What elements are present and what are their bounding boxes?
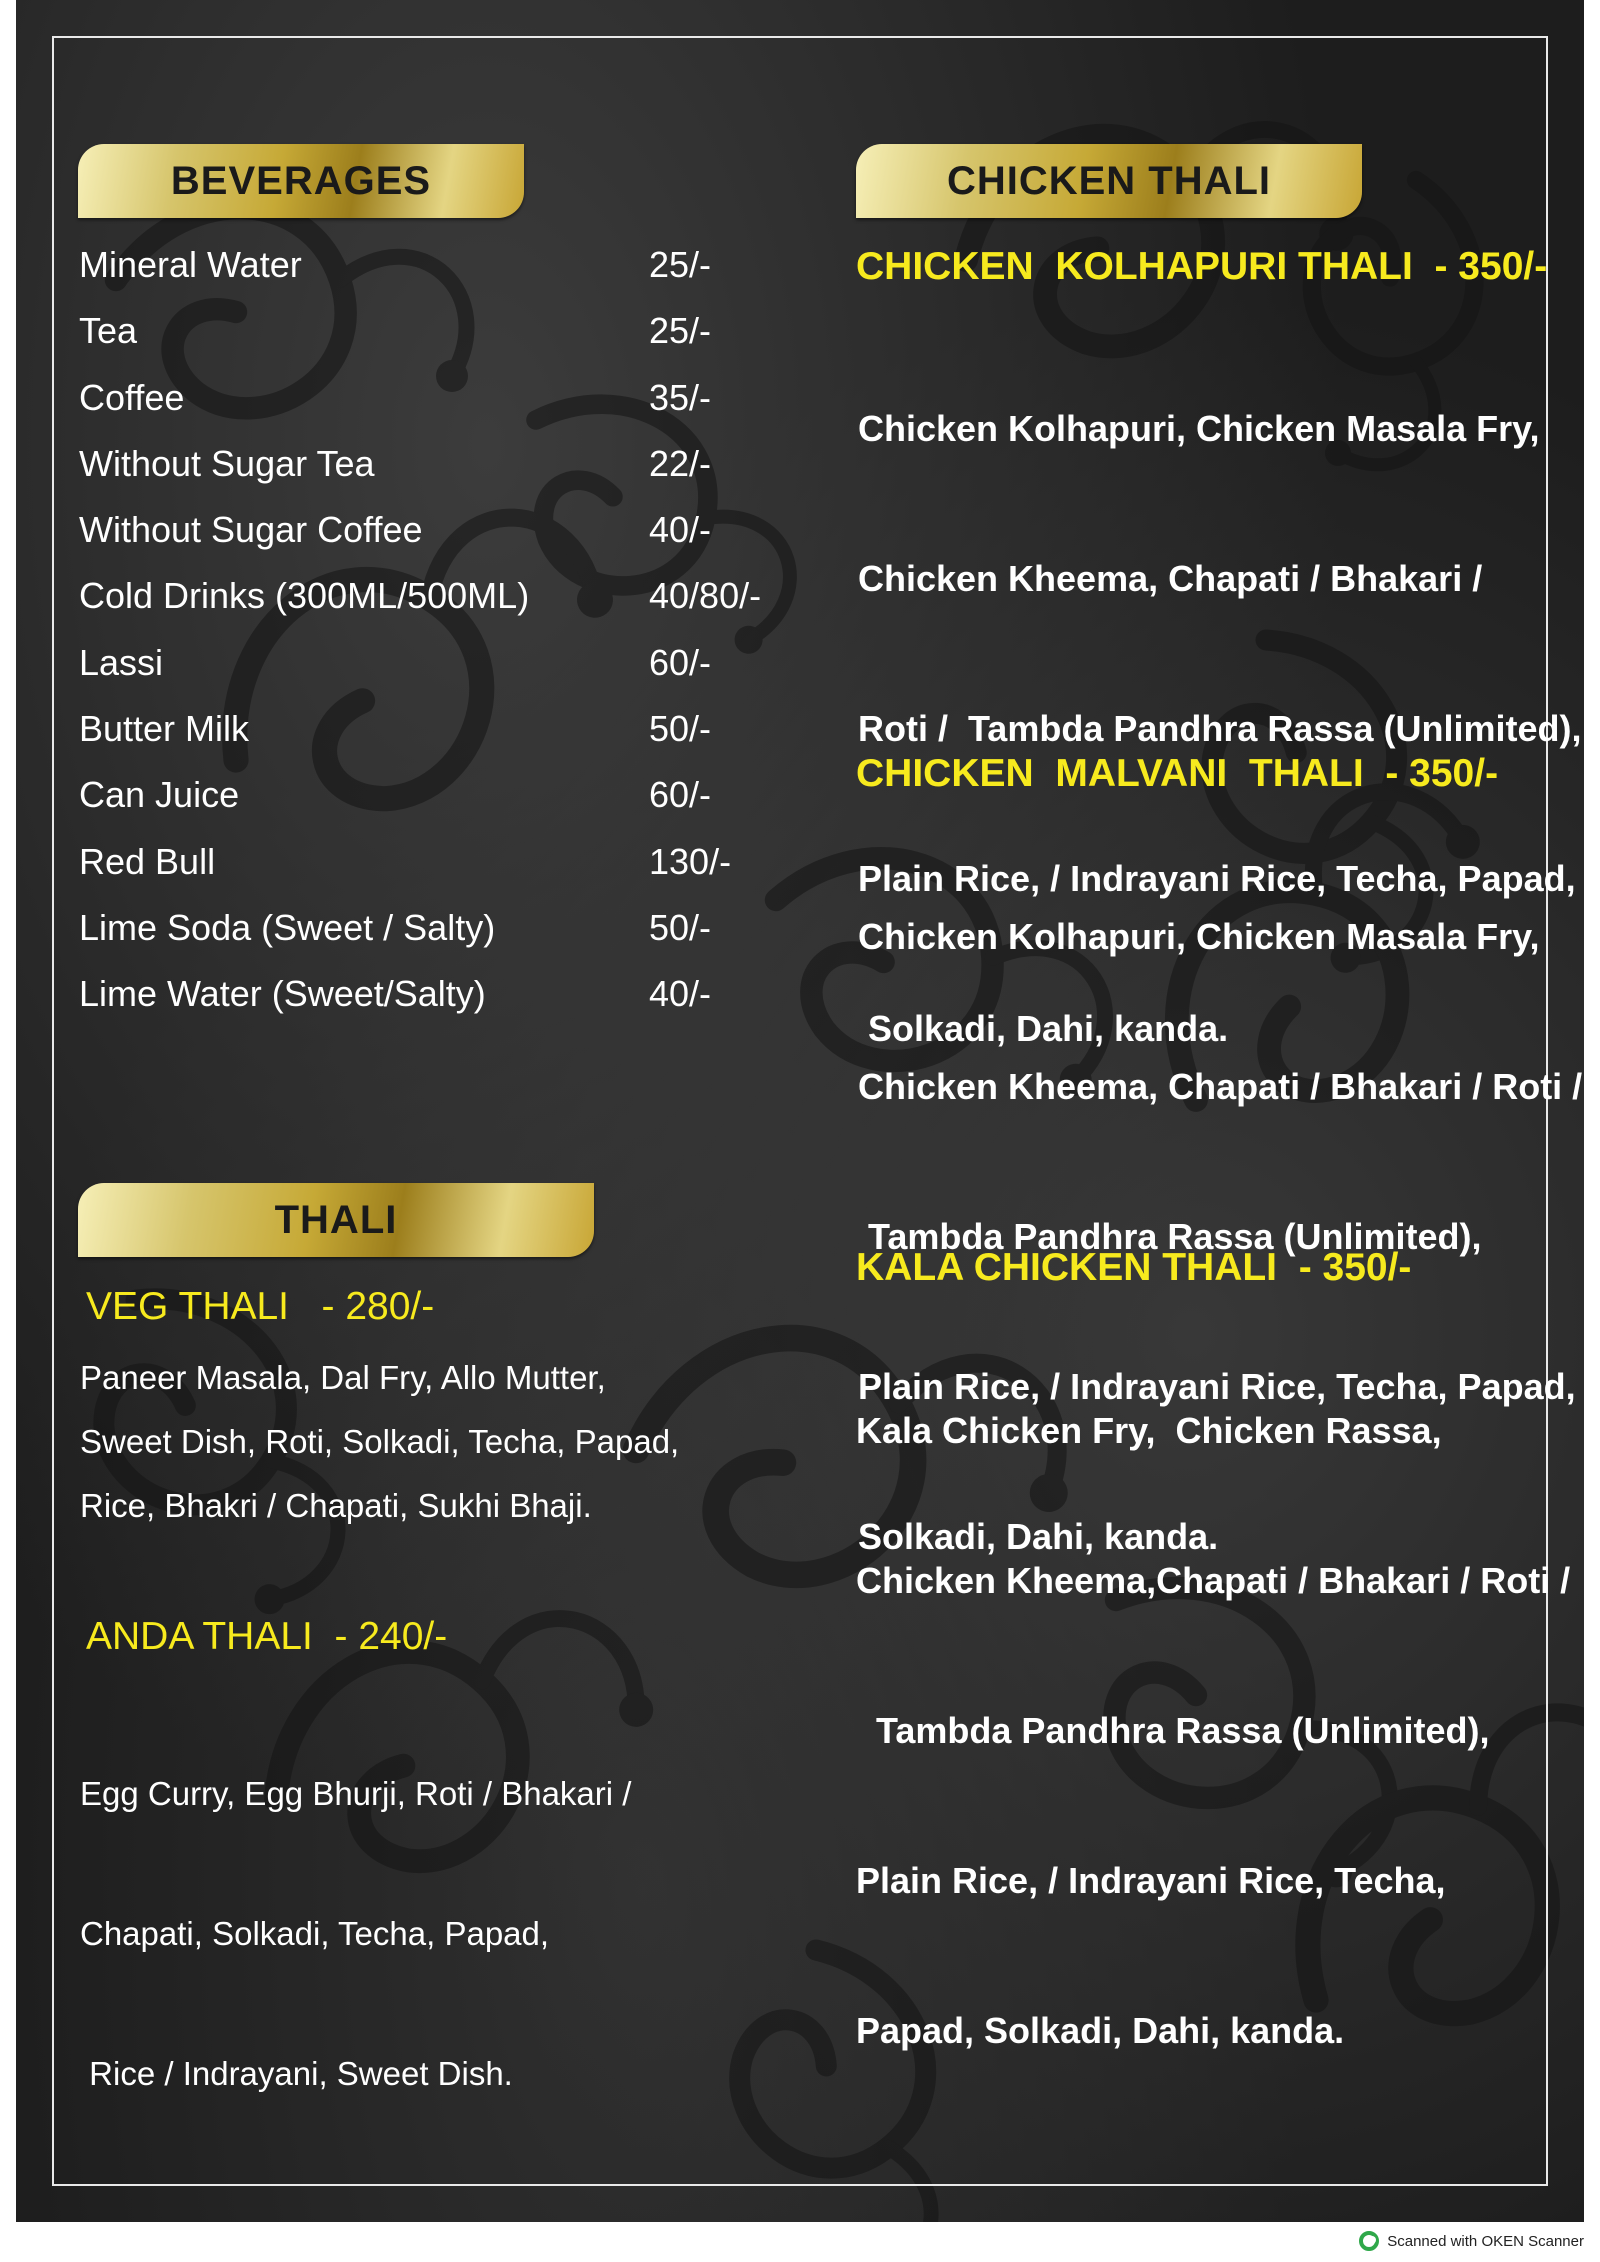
description-line: Tambda Pandhra Rassa (Unlimited), <box>856 1710 1490 1751</box>
description-line: Egg Curry, Egg Bhurji, Roti / Bhakari / <box>80 1775 632 1812</box>
item-name: Lime Soda (Sweet / Salty) <box>79 906 496 948</box>
description-line: Sweet Dish, Roti, Solkadi, Techa, Papad, <box>80 1423 680 1460</box>
description-line: Rice / Indrayani, Sweet Dish. <box>80 2055 513 2092</box>
item-name: Without Sugar Tea <box>79 442 375 484</box>
item-price: 50/- <box>649 708 712 750</box>
description-line: Rice, Bhakri / Chapati, Sukhi Bhaji. <box>80 1487 592 1524</box>
description-line: Chicken Kheema, Chapati / Bhakari / Roti / <box>858 1066 1583 1107</box>
malvani-thali-title: CHICKEN MALVANI THALI - 350/- <box>856 752 1499 795</box>
description-line: Paneer Masala, Dal Fry, Allo Mutter, <box>80 1359 606 1396</box>
description-line: Chicken Kheema, Chapati / Bhakari / <box>858 558 1483 599</box>
veg-thali-title: VEG THALI - 280/- <box>86 1285 435 1328</box>
item-name: Red Bull <box>79 840 216 882</box>
description-line: Solkadi, Dahi, kanda. <box>858 1516 1219 1557</box>
list-item <box>79 640 839 706</box>
item-price: 60/- <box>649 774 712 816</box>
item-name: Cold Drinks (300ML/500ML) <box>79 575 530 617</box>
anda-thali-description <box>80 1686 631 2182</box>
beverages-list <box>79 242 839 1038</box>
description-line: Chicken Kolhapuri, Chicken Masala Fry, <box>858 408 1540 449</box>
list-item <box>79 905 839 971</box>
item-price: 60/- <box>649 641 712 683</box>
list-item <box>79 375 839 441</box>
description-line: Plain Rice, / Indrayani Rice, Techa, <box>856 1860 1446 1901</box>
list-item <box>79 242 839 308</box>
description-line: Kala Chicken Fry, Chicken Rassa, <box>856 1410 1442 1451</box>
description-line: Roti / Tambda Pandhra Rassa (Unlimited), <box>858 708 1582 749</box>
list-item <box>79 308 839 374</box>
kolhapuri-thali-title: CHICKEN KOLHAPURI THALI - 350/- <box>856 245 1548 288</box>
item-name: Butter Milk <box>79 708 250 750</box>
list-item <box>79 971 839 1037</box>
description-line: Plain Rice, / Indrayani Rice, Techa, Papad, <box>858 858 1576 899</box>
list-item <box>79 573 839 639</box>
thali-heading: THALI <box>78 1183 594 1257</box>
list-item <box>79 507 839 573</box>
chicken-thali-heading: CHICKEN THALI <box>856 144 1362 218</box>
kala-chicken-thali-title: KALA CHICKEN THALI - 350/- <box>856 1246 1412 1289</box>
item-price: 130/- <box>649 840 732 882</box>
list-item <box>79 772 839 838</box>
beverages-heading: BEVERAGES <box>78 144 524 218</box>
item-name: Coffee <box>79 376 185 418</box>
kala-chicken-thali-description <box>856 1314 1570 2148</box>
list-item <box>79 839 839 905</box>
item-price: 40/- <box>649 509 712 551</box>
anda-thali-title: ANDA THALI - 240/- <box>86 1615 448 1658</box>
list-item <box>79 706 839 772</box>
item-name: Mineral Water <box>79 244 302 285</box>
menu-page <box>16 0 1584 2222</box>
item-price: 35/- <box>649 376 712 418</box>
item-price: 22/- <box>649 442 712 484</box>
description-line: Papad, Solkadi, Dahi, kanda. <box>856 2010 1345 2051</box>
item-name: Lassi <box>79 641 164 683</box>
item-name: Lime Water (Sweet/Salty) <box>79 973 486 1015</box>
item-name: Tea <box>79 310 138 352</box>
description-line: Chicken Kolhapuri, Chicken Masala Fry, <box>858 916 1540 957</box>
item-name: Without Sugar Coffee <box>79 509 423 551</box>
item-price: 40/- <box>649 973 712 1015</box>
veg-thali-description <box>80 1346 679 1538</box>
item-price: 25/- <box>649 310 712 352</box>
description-line: Chicken Kheema,Chapati / Bhakari / Roti / <box>856 1560 1571 1601</box>
item-price: 40/80/- <box>649 575 762 617</box>
list-item <box>79 441 839 507</box>
scanner-text: Scanned with OKEN Scanner <box>1387 2232 1584 2250</box>
item-price: 50/- <box>649 906 712 948</box>
description-line: Chapati, Solkadi, Techa, Papad, <box>80 1915 550 1952</box>
description-line: Tambda Pandhra Rassa (Unlimited), <box>858 1216 1482 1257</box>
item-name: Can Juice <box>79 774 240 816</box>
description-line: Plain Rice, / Indrayani Rice, Techa, Papad, <box>858 1366 1576 1407</box>
description-line: Solkadi, Dahi, kanda. <box>858 1008 1229 1049</box>
item-price: 25/- <box>649 244 712 285</box>
scanner-logo-icon <box>1359 2231 1379 2251</box>
scanner-watermark <box>1359 2226 1584 2256</box>
